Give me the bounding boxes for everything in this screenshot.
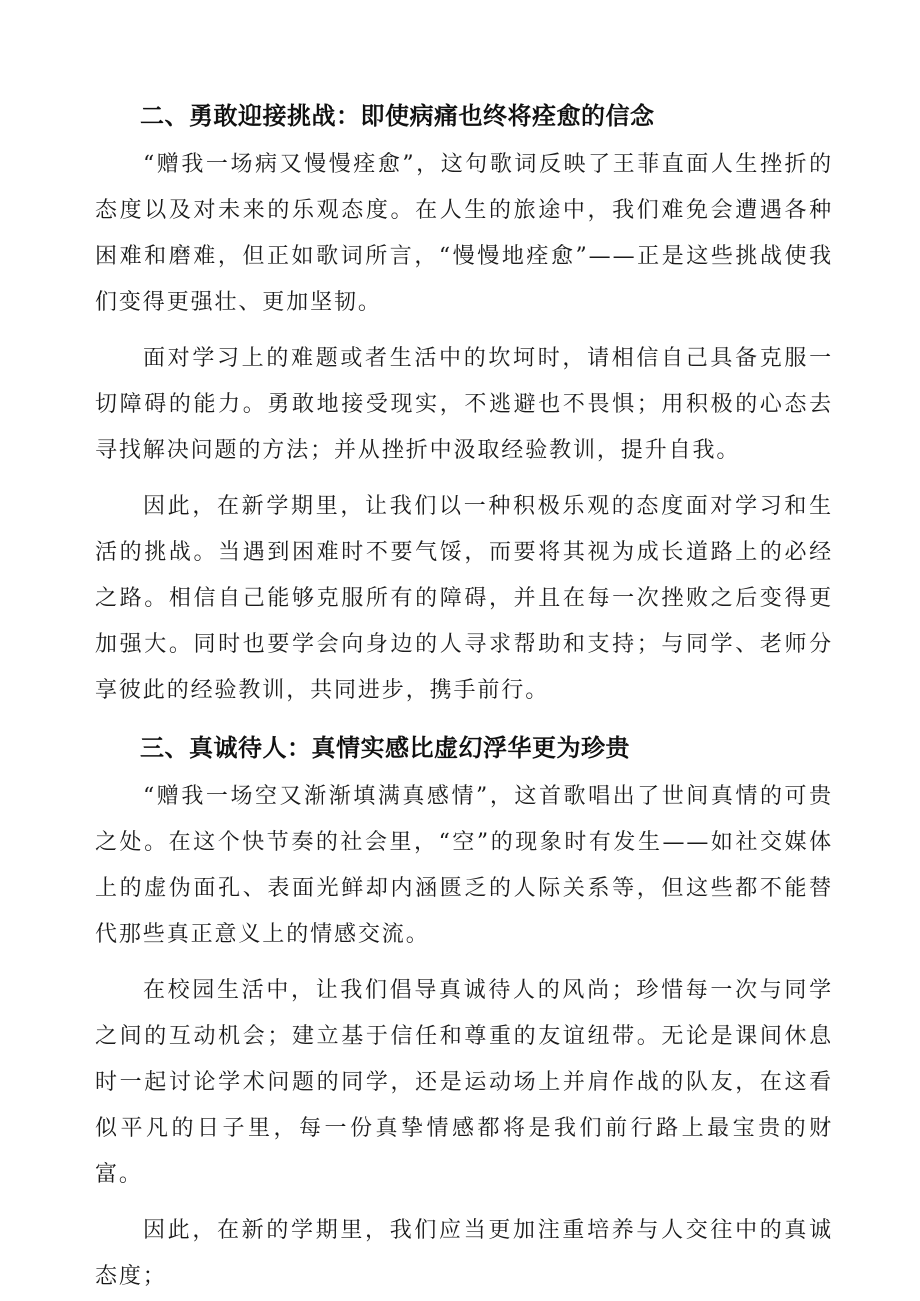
paragraph: 在校园生活中，让我们倡导真诚待人的风尚；珍惜每一次与同学之间的互动机会；建立基于信任和尊重的友谊纽带。无论是课间休息时一起讨论学术问题的同学，还是运动场上并肩作战的队友，在这看似平凡的日子里，每一份真挚情感都将是我们前行路上最宝贵的财富。	[95, 978, 833, 1187]
paragraph: 因此，在新学期里，让我们以一种积极乐观的态度面对学习和生活的挑战。当遇到困难时不要气馁，而要将其视为成长道路上的必经之路。相信自己能够克服所有的障碍，并且在每一次挫败之后变得更加强大。同时也要学会向身边的人寻求帮助和支持；与同学、老师分享彼此的经验教训，共同进步，携手前行。	[95, 494, 833, 703]
section-heading-sincerity: 三、真诚待人：真情实感比虚幻浮华更为珍贵	[140, 734, 630, 762]
paragraph: “赠我一场空又渐渐填满真感情”，这首歌唱出了世间真情的可贵之处。在这个快节奏的社会里，“空”的现象时有发生——如社交媒体上的虚伪面孔、表面光鲜却内涵匮乏的人际关系等，但这些都不能替代那些真正意义上的情感交流。	[95, 784, 833, 947]
paragraph: 因此，在新的学期里，我们应当更加注重培养与人交往中的真诚态度；	[95, 1218, 833, 1289]
section-heading-challenge: 二、勇敢迎接挑战：即使病痛也终将痊愈的信念	[140, 102, 655, 130]
paragraph: “赠我一场病又慢慢痊愈”，这句歌词反映了王菲直面人生挫折的态度以及对未来的乐观态度。在人生的旅途中，我们难免会遭遇各种困难和磨难，但正如歌词所言，“慢慢地痊愈”——正是这些挑战使我们变得更强壮、更加坚韧。	[95, 152, 833, 315]
paragraph: 面对学习上的难题或者生活中的坎坷时，请相信自己具备克服一切障碍的能力。勇敢地接受现实，不逃避也不畏惧；用积极的心态去寻找解决问题的方法；并从挫折中汲取经验教训，提升自我。	[95, 346, 833, 463]
document-body	[95, 92, 833, 1300]
